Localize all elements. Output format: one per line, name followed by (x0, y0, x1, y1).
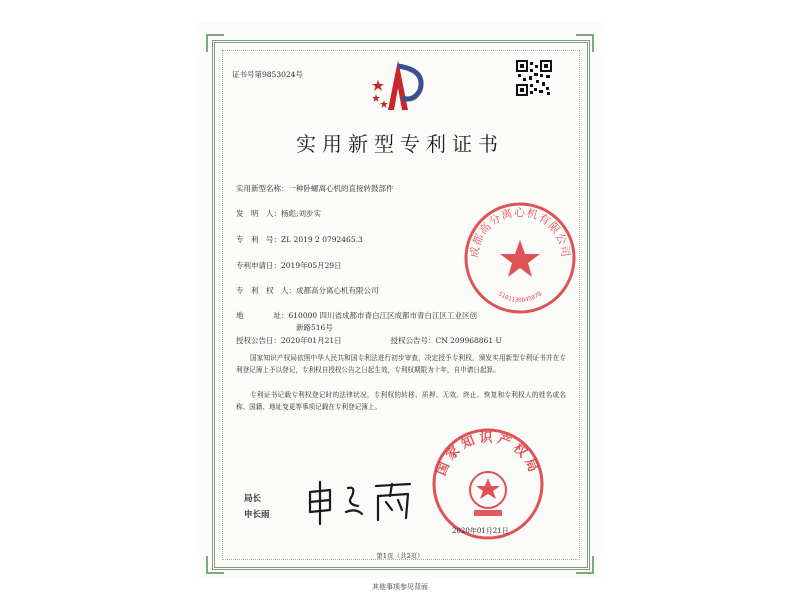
field-value: CN 209968861 U (435, 336, 502, 345)
office-seal-text: 国家知识产权局 (434, 431, 542, 478)
field-value: 一种卧螺离心机的直接转鼓部件 (288, 184, 394, 193)
company-seal (462, 200, 578, 316)
paragraph-grant: 国家知识产权局依照中华人民共和国专利法进行初步审查，决定授予专利权，颁发实用新型专利证书并在专利登记簿上予以登记，专利权自授权公告之日起生效，专利权期限为十年，自申请日起算。 (236, 354, 566, 374)
qr-code-icon (516, 60, 552, 96)
field-label: 专 利 权 人： (236, 286, 296, 295)
field-value: 2020年01月21日 (281, 336, 342, 345)
field-patentee (236, 286, 379, 296)
company-seal-text: 成都高分离心机有限公司 (467, 206, 573, 259)
field-label: 专 利 号： (236, 235, 281, 244)
svg-text:5101130045878 (497, 290, 544, 304)
page-number: 第1页（共2页） (376, 552, 424, 560)
border-corner (576, 34, 594, 52)
director-signature (300, 478, 420, 526)
director-name: 申长雨 (244, 510, 270, 520)
field-label: 实用新型名称： (236, 184, 289, 193)
field-label: 专利申请日： (236, 261, 281, 270)
patent-office-emblem-icon (368, 58, 432, 116)
field-inventor (236, 209, 321, 219)
company-seal-code: 5101130045878 (496, 290, 544, 304)
paragraph-legal: 专利证书记载专利权登记时的法律状况，专利权的转移、质押、无效、终止、恢复和专利权人的姓名或名称、国籍、地址变更等事项记载在专利登记簿上。 (236, 391, 566, 411)
patent-office-seal (430, 426, 546, 542)
field-grant-date (236, 336, 502, 346)
border-corner (206, 34, 224, 52)
field-value: 610000 四川省成都市青白江区成都市青白江区工业区创 (288, 311, 478, 320)
field-value: 2019年05月29日 (281, 261, 342, 270)
field-address (236, 311, 477, 321)
certificate-title: 实用新型专利证书 (296, 132, 504, 156)
svg-text:国家知识产权局 (433, 430, 542, 478)
field-value: 杨彪;刘步实 (281, 209, 322, 218)
director-title: 局长 (244, 494, 262, 504)
field-application-date (236, 261, 342, 271)
footer-note: 其他事项参见背面 (372, 583, 428, 591)
field-utility-model-name (236, 184, 394, 194)
field-address-line2: 新路516号 (296, 323, 333, 332)
field-label: 地 址： (236, 311, 289, 320)
certificate-number: 证书号第9853024号 (232, 70, 303, 79)
field-patent-number (236, 235, 363, 245)
seal-date: 2020年01月21日 (452, 527, 509, 535)
field-label: 发 明 人： (236, 209, 281, 218)
field-label: 授权公告日： (236, 336, 281, 345)
field-label: 授权公告号： (390, 336, 436, 345)
field-value: ZL 2019 2 0792465.3 (281, 235, 363, 244)
field-value: 成都高分离心机有限公司 (296, 286, 379, 295)
